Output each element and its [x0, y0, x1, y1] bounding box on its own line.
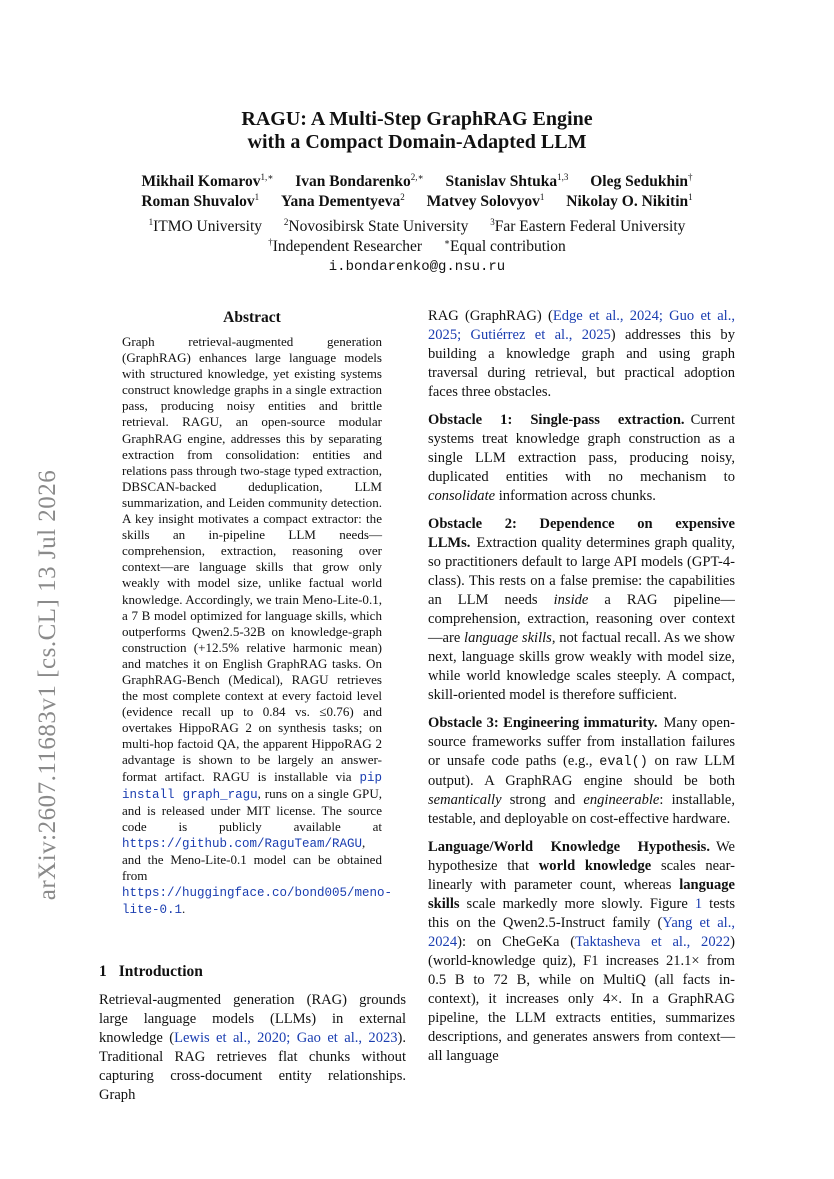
- author: Oleg Sedukhin†: [590, 171, 693, 190]
- affiliation: $^3$Far Eastern Federal University: [490, 216, 686, 235]
- figure-ref-link[interactable]: 1: [694, 896, 703, 912]
- arxiv-identifier: arXiv:2607.11683v1 [cs.CL] 13 Jul 2026: [34, 469, 61, 901]
- hypothesis-paragraph: Language/World Knowledge Hypothesis. We hypothesize that world knowledge scales near-linearly with parameter count, whereas language skills scale markedly more slowly. Figure 1 tests this on the Qwen2.5-Instruct family (Yang et al., 2024): on CheGeKa (Taktasheva et al., 2022) (world-knowledge quiz), F1 increases 21.1× from 0.5 B to 72 B, while on MultiQ (all facts in-context), it increases only 4×. In a GraphRAG pipeline, the LLM extracts entities, summarizes descriptions, and generates answers from context—all language: [428, 839, 736, 1064]
- author: Yana Dementyeva$^2$: [281, 191, 405, 210]
- title-line-2: with a Compact Domain-Adapted LLM: [247, 131, 587, 153]
- github-link[interactable]: https://github.com/RaguTeam/RAGU: [122, 836, 363, 851]
- citation-link[interactable]: Yang et al., 2024: [428, 915, 735, 950]
- author-row-2: [0, 192, 834, 212]
- author: Mikhail Komarov$^{1,∗}$: [141, 171, 274, 190]
- citation-link[interactable]: Edge et al., 2024; Guo et al., 2025; Gutiérrez et al., 2025: [428, 308, 735, 343]
- author: Nikolay O. Nikitin$^1$: [566, 191, 693, 210]
- affiliation-note: †Independent Researcher: [268, 236, 423, 255]
- inline-code: eval(): [599, 755, 648, 770]
- section-heading-introduction: [99, 963, 203, 981]
- author-list: [0, 172, 834, 212]
- hypothesis-heading: Language/World Knowledge Hypothesis.: [428, 839, 710, 855]
- author-row-1: [0, 172, 834, 192]
- pip-command: pip install graph_ragu: [122, 770, 383, 802]
- affiliation-row-1: [0, 217, 834, 237]
- obstacle-3-paragraph: Obstacle 3: Engineering immaturity. Many open-source frameworks suffer from installation failures or unsafe code paths (e.g., eval() on raw LLM output). A GraphRAG engine should be both semantically strong and engineerable: installable, testable, and deployable on cost-effective hardware.: [428, 715, 736, 827]
- author: Matvey Solovyov$^1$: [426, 191, 545, 210]
- author: Ivan Bondarenko$^{2,∗}$: [295, 171, 424, 190]
- obstacle-3-heading: Obstacle 3: Engineering immaturity.: [428, 715, 658, 731]
- citation-link[interactable]: Taktasheva et al., 2022: [575, 934, 731, 950]
- paper-title: [0, 108, 834, 154]
- affiliation-note: ∗Equal contribution: [443, 236, 566, 255]
- citation-link[interactable]: Lewis et al., 2020; Gao et al., 2023: [174, 1030, 398, 1046]
- obstacle-2-heading: Obstacle 2: Dependence on expensive LLMs.: [428, 516, 735, 551]
- section-title: Introduction: [118, 963, 203, 980]
- obstacle-1-heading: Obstacle 1: Single-pass extraction.: [428, 412, 685, 428]
- obstacle-2-paragraph: Obstacle 2: Dependence on expensive LLMs. Extraction quality determines graph quality, so practitioners default to large API models (GPT-4-class). This rests on a false premise: the capabilities an LLM needs inside a RAG pipeline—comprehension, extraction, reasoning over context—are language skills, not factual recall. As we show next, language skills grow weakly with model size, while world knowledge scales steeply. A compact, skill-oriented model is therefore sufficient.: [428, 516, 735, 703]
- introduction-paragraph: Retrieval-augmented generation (RAG) grounds large language models (LLMs) in external knowledge (Lewis et al., 2020; Gao et al., 2023). Traditional RAG retrieves flat chunks without capturing cross-document entity relationships. Graph: [99, 992, 407, 1103]
- affiliations: [0, 217, 834, 277]
- affiliation: $^2$Novosibirsk State University: [283, 216, 469, 235]
- section-number: 1: [99, 963, 107, 980]
- graphrag-paragraph: RAG (GraphRAG) (Edge et al., 2024; Guo et al., 2025; Gutiérrez et al., 2025) addresses this by building a knowledge graph and using graph traversal during retrieval, but practical adoption faces three obstacles.: [428, 308, 735, 400]
- obstacle-1-paragraph: Obstacle 1: Single-pass extraction. Current systems treat knowledge graph construction as a single LLM extraction pass, producing noisy, duplicated entities with no mechanism to consolidate information across chunks.: [428, 412, 735, 504]
- arxiv-sidebar: [18, 445, 78, 925]
- affiliation-row-2: [0, 237, 834, 257]
- title-line-1: RAGU: A Multi-Step GraphRAG Engine: [241, 108, 593, 130]
- contact-email[interactable]: i.bondarenko@g.nsu.ru: [328, 259, 506, 275]
- abstract-body: Graph retrieval-augmented generation (GraphRAG) enhances large language models with structured knowledge, yet existing systems construct knowledge graphs in a single extraction pass, producing noisy entities and brittle retrieval. RAGU, an open-source modular GraphRAG engine, addresses this by separating extraction from consolidation: entities and relations pass through two-stage typed extraction, DBSCAN-backed deduplication, LLM summarization, and Leiden community detection. A key insight motivates a compact extractor: the skills an in-pipeline LLM needs—comprehension, extraction, reasoning over context—are language skills that grow only weakly with model size, unlike factual world knowledge. Accordingly, we train Meno-Lite-0.1, a 7 B model optimized for language skills, which outperforms Qwen2.5-32B on knowledge-graph construction (+12.5% relative harmonic mean) and matches it on English GraphRAG tasks. On GraphRAG-Bench (Medical), RAGU retrieves the most complete context at every factoid level (evidence recall up to 0.84 vs. ≤0.76) and overtakes HippoRAG 2 on synthesis tasks; on multi-hop factoid QA, the apparent HippoRAG 2 advantage is shown to be largely an answer-format artifact. RAGU is installable via pip install graph_ragu, runs on a single GPU, and is released under MIT license. The source code is publicly available at https://github.com/RaguTeam/RAGU, and the Meno-Lite-0.1 model can be obtained from https://huggingface.co/bond005/meno-lite-0.1.: [122, 334, 393, 918]
- right-column: [428, 307, 735, 1075]
- author: Stanislav Shtuka$^{1,3}$: [445, 171, 569, 190]
- affiliation: $^1$ITMO University: [148, 216, 262, 235]
- author: Roman Shuvalov$^1$: [141, 191, 260, 210]
- abstract-heading: Abstract: [223, 309, 281, 326]
- huggingface-link[interactable]: https://huggingface.co/bond005/meno-lite-0.1: [122, 886, 393, 918]
